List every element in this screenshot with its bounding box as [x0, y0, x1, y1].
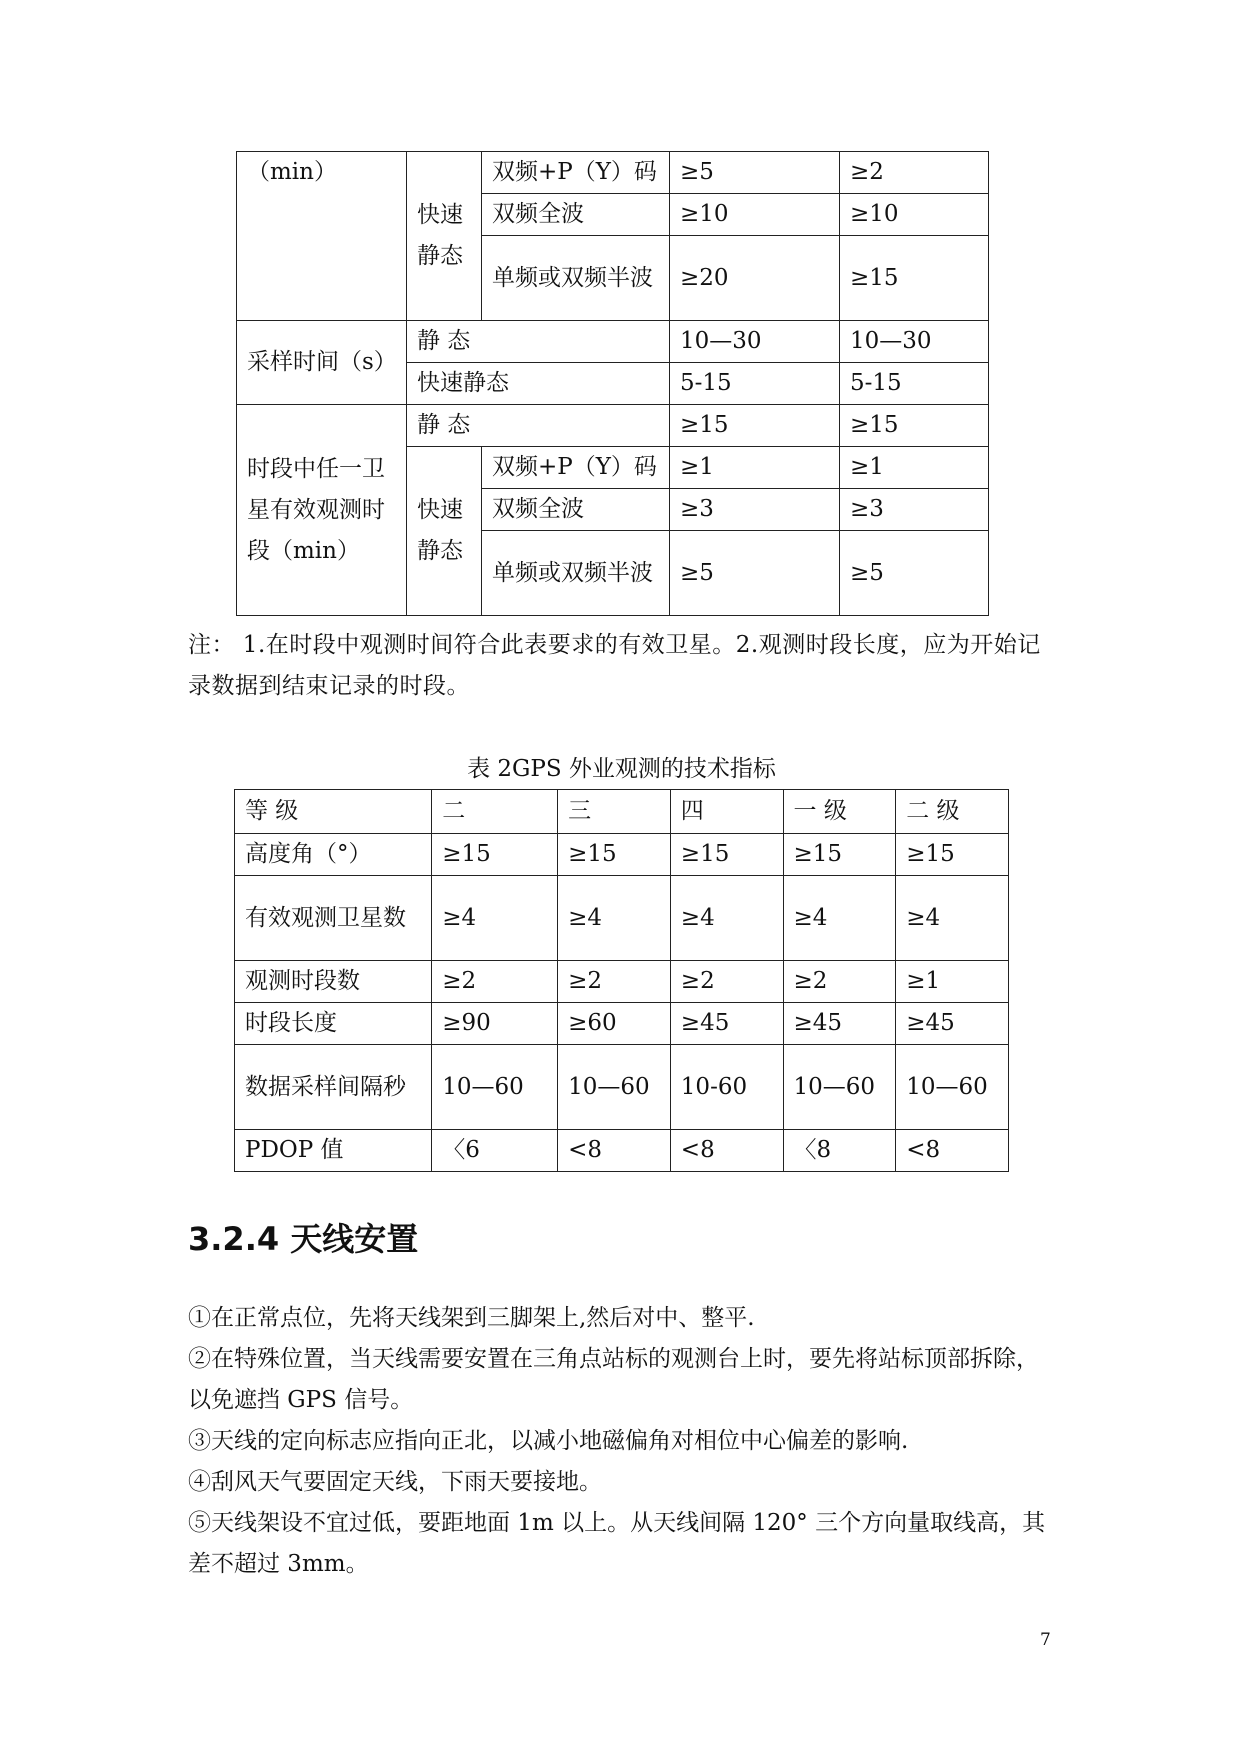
table-cell: ≥1 [896, 961, 1009, 1003]
gps-field-observation-table [234, 789, 1009, 1172]
table-cell: 10—60 [896, 1045, 1009, 1130]
table1-cell: ≥5 [670, 531, 840, 616]
table-cell: 时段长度 [235, 1003, 432, 1045]
table-cell: ≥15 [432, 834, 558, 876]
table-row [235, 1003, 1009, 1045]
section-heading: 3.2.4 天线安置 [188, 1220, 419, 1258]
table1-cell: 时段中任一卫星有效观测时段（min） [237, 405, 407, 616]
table-cell: 10-60 [670, 1045, 783, 1130]
list-item: ②在特殊位置，当天线需要安置在三角点站标的观测台上时，要先将站标顶部拆除，以免遮挡 GPS 信号。 [188, 1346, 1039, 1413]
table1-cell: ≥3 [840, 489, 989, 531]
table-cell: ≥60 [558, 1003, 671, 1045]
table-cell: ≥90 [432, 1003, 558, 1045]
header-cell: 二 [432, 790, 558, 834]
table-cell: ≥45 [670, 1003, 783, 1045]
table-cell: ≥45 [783, 1003, 896, 1045]
table1-cell: ≥15 [670, 405, 840, 447]
table1-cell: 单频或双频半波 [482, 531, 670, 616]
table-cell: 有效观测卫星数 [235, 876, 432, 961]
table1-cell: 双频+P（Y）码 [482, 152, 670, 194]
table-cell: ≥4 [896, 876, 1009, 961]
table-cell: ≥2 [670, 961, 783, 1003]
table-cell: <8 [670, 1130, 783, 1172]
table1-cell: 采样时间（s） [237, 321, 407, 405]
table-cell: 10—60 [783, 1045, 896, 1130]
table-row [235, 961, 1009, 1003]
section-body [188, 1298, 1058, 1585]
table1-cell: 快速 静态 [407, 447, 482, 616]
table1-cell: ≥2 [840, 152, 989, 194]
table-cell: ≥4 [783, 876, 896, 961]
table-cell: <8 [558, 1130, 671, 1172]
table-row [235, 1130, 1009, 1172]
table-cell: 10—60 [432, 1045, 558, 1130]
table1-cell: ≥5 [840, 531, 989, 616]
table-row [235, 876, 1009, 961]
page-number: 7 [1040, 1630, 1051, 1650]
table-cell: ≥2 [783, 961, 896, 1003]
header-cell: 二 级 [896, 790, 1009, 834]
table1-cell: ≥15 [840, 236, 989, 321]
table1-cell: 静 态 [407, 405, 670, 447]
table1-cell: 快速 静态 [407, 152, 482, 321]
table-cell: ≥15 [896, 834, 1009, 876]
header-cell: 等 级 [235, 790, 432, 834]
table1-cell: ≥10 [670, 194, 840, 236]
table-cell: ≥4 [558, 876, 671, 961]
table-cell: 观测时段数 [235, 961, 432, 1003]
table1-cell: 双频全波 [482, 489, 670, 531]
table1-cell: 10—30 [670, 321, 840, 363]
table-cell: PDOP 值 [235, 1130, 432, 1172]
table1-cell: ≥5 [670, 152, 840, 194]
table1-cell: 静 态 [407, 321, 670, 363]
table-cell: ≥15 [670, 834, 783, 876]
table-cell: ≥2 [558, 961, 671, 1003]
table-cell: ≥15 [783, 834, 896, 876]
table1-cell: 5-15 [840, 363, 989, 405]
table-cell: ≥15 [558, 834, 671, 876]
list-item: ④刮风天气要固定天线，下雨天要接地。 [188, 1469, 602, 1495]
table1-cell: 快速静态 [407, 363, 670, 405]
table1-cell: 10—30 [840, 321, 989, 363]
table-cell: 〈6 [432, 1130, 558, 1172]
table1-cell: 5-15 [670, 363, 840, 405]
header-cell: 四 [670, 790, 783, 834]
list-item: ③天线的定向标志应指向正北，以减小地磁偏角对相位中心偏差的影响. [188, 1428, 909, 1454]
table-cell: 数据采样间隔秒 [235, 1045, 432, 1130]
table1-cell: ≥3 [670, 489, 840, 531]
list-item: ⑤天线架设不宜过低，要距地面 1m 以上。从天线间隔 120° 三个方向量取线高，其差不超过 3mm。 [188, 1510, 1046, 1577]
table-cell: ≥4 [432, 876, 558, 961]
table-cell: 高度角（°） [235, 834, 432, 876]
table1-cell: 双频+P（Y）码 [482, 447, 670, 489]
table1-cell: ≥20 [670, 236, 840, 321]
table1-cell: 双频全波 [482, 194, 670, 236]
table-header-row [235, 790, 1009, 834]
table-cell: <8 [896, 1130, 1009, 1172]
table1-cell: ≥1 [840, 447, 989, 489]
table-cell: ≥2 [432, 961, 558, 1003]
table-note: 注： 1.在时段中观测时间符合此表要求的有效卫星。2.观测时段长度，应为开始记录数据到结束记录的时段。 [188, 632, 1041, 699]
header-cell: 三 [558, 790, 671, 834]
table1-cell: ≥15 [840, 405, 989, 447]
table-row [235, 834, 1009, 876]
observation-time-table [236, 151, 989, 616]
table1-cell: （min） [237, 152, 407, 321]
table-cell: 10—60 [558, 1045, 671, 1130]
header-cell: 一 级 [783, 790, 896, 834]
table-cell: ≥45 [896, 1003, 1009, 1045]
table1-cell: ≥1 [670, 447, 840, 489]
table1-cell: ≥10 [840, 194, 989, 236]
table1-cell: 单频或双频半波 [482, 236, 670, 321]
table-cell: 〈8 [783, 1130, 896, 1172]
table-caption: 表 2GPS 外业观测的技术指标 [467, 756, 776, 782]
table-row [235, 1045, 1009, 1130]
table-cell: ≥4 [670, 876, 783, 961]
list-item: ①在正常点位，先将天线架到三脚架上,然后对中、整平. [188, 1305, 755, 1331]
